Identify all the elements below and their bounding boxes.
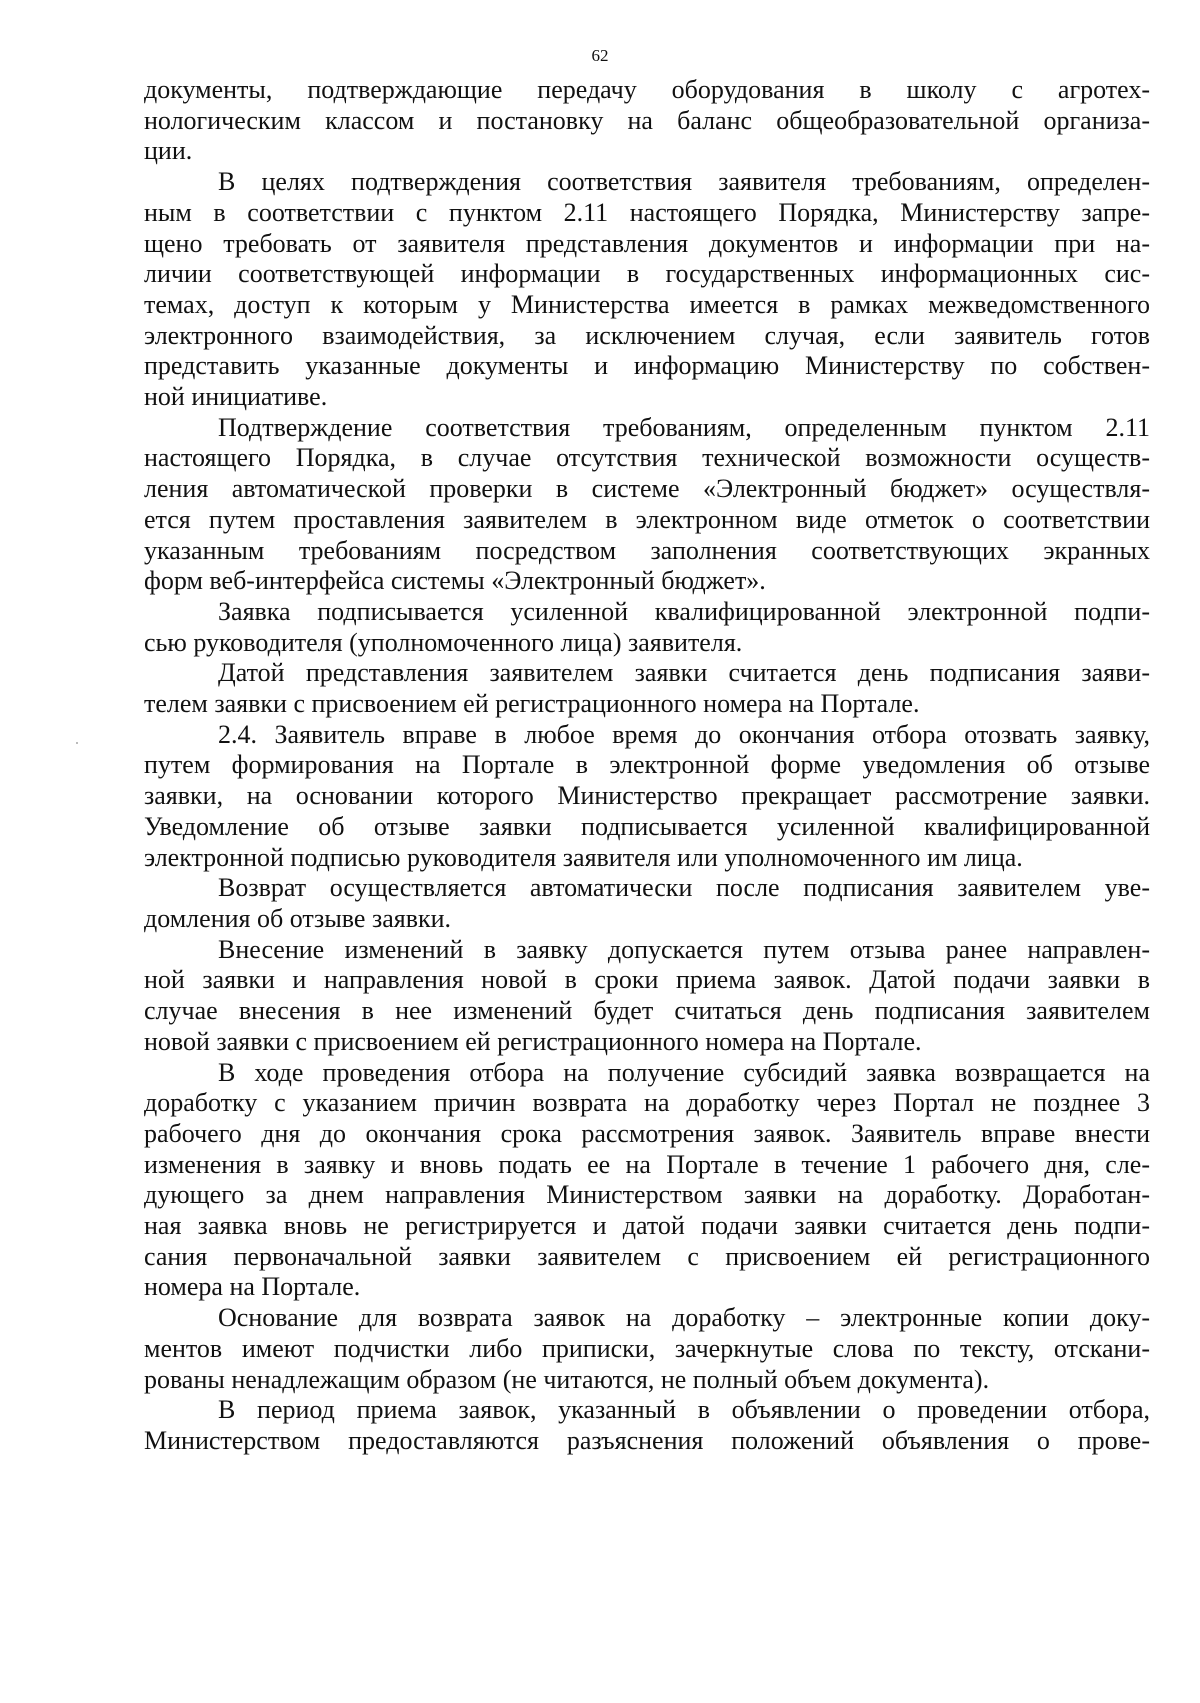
text-line: В целях подтверждения соответствия заявителя требованиям, определен-	[218, 167, 1150, 197]
paragraph	[144, 597, 1150, 658]
text-line: ется путем проставления заявителем в электронном виде отметок о соответствии	[144, 504, 1150, 534]
text-line: дующего за днем направления Министерством заявки на доработку. Доработан-	[144, 1180, 1150, 1210]
page-number: 62	[591, 46, 609, 65]
text-line: форм веб-интерфейса системы «Электронный бюджет».	[144, 566, 766, 596]
paragraph	[144, 935, 1150, 1058]
text-line: Датой представления заявителем заявки считается день подписания заяви-	[218, 658, 1150, 688]
text-line: ной инициативе.	[144, 382, 328, 412]
text-line: новой заявки с присвоением ей регистрационного номера на Портале.	[144, 1026, 922, 1056]
text-line: В период приема заявок, указанный в объявлении о проведении отбора,	[218, 1395, 1150, 1425]
text-line: изменения в заявку и вновь подать ее на Портале в течение 1 рабочего дня, сле-	[144, 1149, 1150, 1179]
text-line: Подтверждение соответствия требованиям, определенным пунктом 2.11	[218, 412, 1150, 442]
paragraph	[144, 658, 1150, 719]
text-line: Заявка подписывается усиленной квалифицированной электронной подпи-	[218, 596, 1150, 626]
text-line: 2.4. Заявитель вправе в любое время до окончания отбора отозвать заявку,	[218, 719, 1150, 749]
text-line: ной заявки и направления новой в сроки приема заявок. Датой подачи заявки в	[144, 965, 1150, 995]
text-line: электронной подписью руководителя заявителя или уполномоченного им лица.	[144, 842, 1023, 872]
text-line: путем формирования на Портале в электронной форме уведомления об отзыве	[144, 750, 1150, 780]
text-line: указанным требованиям посредством заполнения соответствующих экранных	[144, 535, 1150, 565]
text-line: доработку с указанием причин возврата на доработку через Портал не позднее 3	[144, 1088, 1150, 1118]
paragraph	[144, 1395, 1150, 1456]
text-line: представить указанные документы и информацию Министерству по собствен-	[144, 351, 1150, 381]
paragraph	[144, 1058, 1150, 1304]
text-line: рованы ненадлежащим образом (не читаются, не полный объем документа).	[144, 1364, 990, 1394]
text-line: документы, подтверждающие передачу оборудования в школу с агротех-	[144, 75, 1150, 104]
text-line: телем заявки с присвоением ей регистрационного номера на Портале.	[144, 689, 920, 719]
text-line: сания первоначальной заявки заявителем с присвоением ей регистрационного	[144, 1241, 1150, 1271]
text-line: ментов имеют подчистки либо приписки, зачеркнутые слова по тексту, отскани-	[144, 1333, 1150, 1363]
text-line: нологическим классом и постановку на баланс общеобразовательной организа-	[144, 105, 1150, 135]
body-text	[144, 75, 1150, 1457]
text-line: настоящего Порядка, в случае отсутствия технической возможности осуществ-	[144, 443, 1150, 473]
text-line: Возврат осуществляется автоматически после подписания заявителем уве-	[218, 873, 1150, 903]
text-line: личии соответствующей информации в государственных информационных сис-	[144, 259, 1150, 289]
text-line: Основание для возврата заявок на доработку – электронные копии доку-	[218, 1303, 1150, 1333]
text-line: Министерством предоставляются разъяснения положений объявления о прове-	[144, 1425, 1150, 1455]
paragraph	[144, 873, 1150, 934]
paragraph	[144, 413, 1150, 597]
scan-speck	[76, 742, 78, 744]
paragraph	[144, 1303, 1150, 1395]
text-line: ным в соответствии с пунктом 2.11 настоящего Порядка, Министерству запре-	[144, 197, 1150, 227]
paragraph	[144, 720, 1150, 874]
text-line: сью руководителя (уполномоченного лица) заявителя.	[144, 627, 743, 657]
text-line: Внесение изменений в заявку допускается путем отзыва ранее направлен-	[218, 934, 1150, 964]
text-line: случае внесения в нее изменений будет считаться день подписания заявителем	[144, 996, 1150, 1026]
paragraph	[144, 75, 1150, 167]
text-line: электронного взаимодействия, за исключением случая, если заявитель готов	[144, 320, 1150, 350]
text-line: номера на Портале.	[144, 1272, 361, 1302]
text-line: ции.	[144, 136, 193, 166]
text-line: В ходе проведения отбора на получение субсидий заявка возвращается на	[218, 1057, 1150, 1087]
text-line: темах, доступ к которым у Министерства имеется в рамках межведомственного	[144, 289, 1150, 319]
text-line: ная заявка вновь не регистрируется и датой подачи заявки считается день подпи-	[144, 1211, 1150, 1241]
paragraph	[144, 167, 1150, 413]
text-line: ления автоматической проверки в системе «Электронный бюджет» осуществля-	[144, 474, 1150, 504]
text-line: домления об отзыве заявки.	[144, 903, 452, 933]
text-line: заявки, на основании которого Министерство прекращает рассмотрение заявки.	[144, 781, 1150, 811]
text-line: рабочего дня до окончания срока рассмотрения заявок. Заявитель вправе внести	[144, 1118, 1150, 1148]
text-line: Уведомление об отзыве заявки подписывается усиленной квалифицированной	[144, 811, 1150, 841]
text-line: щено требовать от заявителя представления документов и информации при на-	[144, 228, 1150, 258]
